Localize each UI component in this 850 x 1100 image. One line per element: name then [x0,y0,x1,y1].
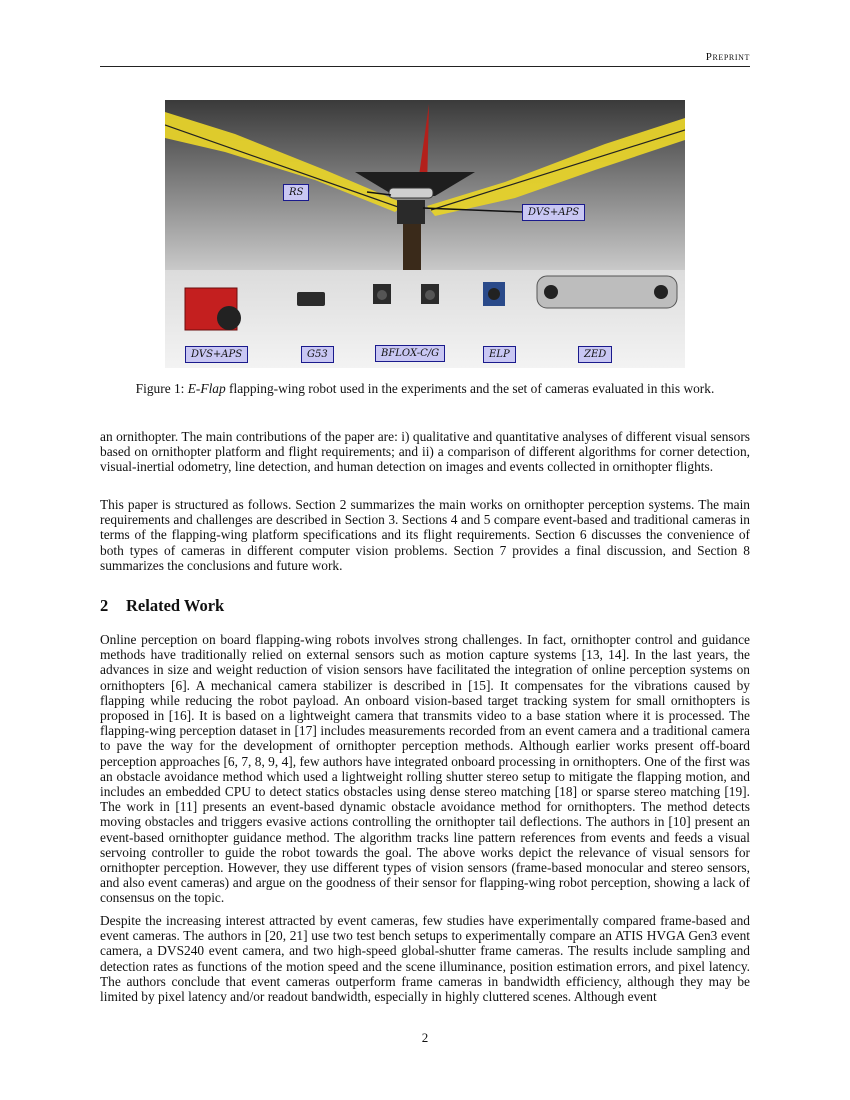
right-wing [427,118,685,216]
label-rs: RS [283,184,309,201]
caption-text: flapping-wing robot used in the experiments and the set of cameras evaluated in this work. [225,381,715,396]
caption-robot-name: E-Flap [187,381,226,396]
figure-caption [100,381,750,397]
paragraph-structure: This paper is structured as follows. Section 2 summarizes the main works on ornithopter perception systems. The main requirements and challenges are described in Section 3. Sections 4 and 5 compare event-based and traditional cameras in terms of the flapping-wing platform specifications and its flight requirements. Section 6 discusses the convenience of both types of cameras in different computer vision problems. Section 7 provides a final discussion, and Section 8 summarizes the conclusions and future work. [100,497,750,573]
g53-camera [297,292,325,306]
label-zed: ZED [578,346,612,363]
caption-prefix: Figure 1: [135,381,188,396]
label-bflox: BFLOX-C/G [375,345,445,362]
section-heading [100,596,224,616]
paragraph-related-work: Online perception on board flapping-wing robots involves strong challenges. In fact, ornithopter control and guidance methods have traditionally relied on external sensors such as motion capture systems [13, 14]. In the last years, the advances in size and weight reduction of vision sensors have facilitated the integration of online perception systems on ornithopters [6]. A mechanical camera stabilizer is described in [15]. It compensates for the vibrations caused by flapping while reducing the robot payload. An onboard vision-based target tracking system for small ornithopters is proposed in [16]. It is based on a lightweight camera that transmits video to a base station where it is processed. The flapping-wing perception dataset in [17] includes measurements recorded from an event camera and a traditional camera to pave the way for the development of ornithopter perception methods. Although earlier works present off-board perception approaches [6, 7, 8, 9, 4], few authors have integrated onboard processing in ornithopters. One of the first was an obstacle avoidance method which used a lightweight rolling shutter stereo setup to mitigate the flapping motion, and includes an embedded CPU to detect statics obstacles using dense stereo matching [18] or sparse stereo matching [19]. The work in [11] presents an event-based dynamic obstacle avoidance method for ornithopters. The method detects moving obstacles and triggers evasive actions controlling the ornithopter tail deflections. The authors in [10] present an event-based ornithopter guidance method. The algorithm tracks line pattern references from events and feeds a visual servoing controller to guide the robot towards the goal. The above works depict the relevance of visual sensors for ornithopter perception. However, they use different types of vision sensors (frame-based monocular and stereo sensors, and also event cameras) and argue on the goodness of their sensor for flapping-wing robot perception, showing a lack of consensus on the topic. [100,632,750,906]
paragraph-contributions: an ornithopter. The main contributions of the paper are: i) qualitative and quantitative analyses of different visual sensors based on ornithopter platform and flight requirements; and ii) a comparison of different algorithms for corner detection, visual-inertial odometry, line detection, and human detection on images and events collected in ornithopter flights. [100,429,750,475]
dvs-body [397,200,425,224]
electronics [403,224,421,270]
running-head: Preprint [100,50,750,67]
figure-photo [165,100,685,368]
label-elp: ELP [483,346,516,363]
rs-camera [389,188,433,198]
label-dvs-aps: DVS+APS [185,346,248,363]
section-title: Related Work [126,596,225,615]
page-number: 2 [421,1030,429,1045]
label-dvs-aps-top: DVS+APS [522,204,585,221]
robot-and-cameras-illustration [165,100,685,368]
section-number: 2 [100,596,109,615]
label-g53: G53 [301,346,334,363]
paragraph-event-cameras: Despite the increasing interest attracted by event cameras, few studies have experimentally compared frame-based and event cameras. The authors in [20, 21] use two test bench setups to experimentally compare an ATIS HVGA Gen3 event camera, a DVS240 event camera, and two high-speed global-shutter frame cameras. The results include sampling and detection rates as functions of the motion speed and the scene illuminance, position estimation errors, and pixel latency. The authors conclude that event cameras outperform frame cameras in bandwidth efficiency, although they may be limited by pixel latency and/or readout bandwidth, especially in highly cluttered scenes. Although event [100,913,750,1005]
